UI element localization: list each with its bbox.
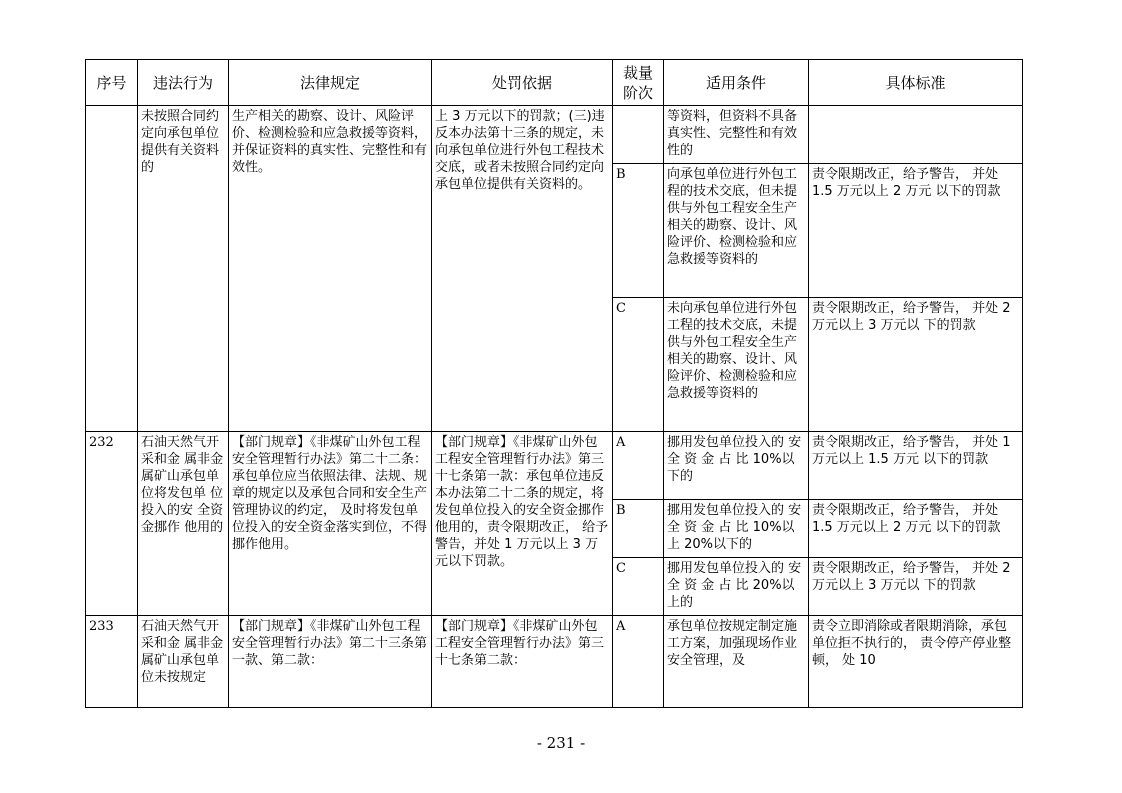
header-no: 序号 [86,60,138,106]
row-level: A [613,616,664,708]
table-row [86,432,1023,500]
row-level: C [613,558,664,616]
row-standard: 责令限期改正，给予警告， 并处 1.5 万元以上 2 万元 以下的罚款 [809,500,1023,558]
row-condition: 承包单位按规定制定施工方案，加强现场作业安全管理，及 [664,616,809,708]
row-condition: 等资料，但资料不具备真实性、完整性和有效性的 [664,106,809,164]
row-level: B [613,164,664,298]
row-condition: 挪用发包单位投入的 安 全 资 金 占 比 10%以上 20%以下的 [664,500,809,558]
row-violation: 未按照合同约定向承包单位提供有关资料的 [138,106,229,432]
page-number: - 231 - [536,734,586,752]
row-law: 生产相关的勘察、设计、风险评价、检测检验和应急救援等资料， 并保证资料的真实性、完整性和有效性。 [229,106,432,432]
row-basis: 【部门规章】《非煤矿山外包工程安全管理暂行办法》第三十七条第一款：承包单位违反本办法第二十二条的规定，将发包单位投入的安全资金挪作他用的，责令限期改正， 给予警告，并处 1 万元以上 3 万元以下罚款。 [432,432,613,616]
table-header-row [86,60,1023,106]
row-condition: 未向承包单位进行外包工程的技术交底，未提供与外包工程安全生产相关的勘察、设计、风险评价、检测检验和应急救援等资料的 [664,298,809,432]
row-violation: 石油天然气开采和金 属非金属矿山承包单 位将发包单 位投入的安 全资金挪作 他用的 [138,432,229,616]
row-standard: 责令限期改正，给予警告， 并处 2 万元以上 3 万元以 下的罚款 [809,298,1023,432]
header-law: 法律规定 [229,60,432,106]
row-basis: 【部门规章】《非煤矿山外包工程安全管理暂行办法》第三十七条第二款： [432,616,613,708]
row-no: 233 [86,616,138,708]
penalty-table [85,59,1023,708]
row-condition: 向承包单位进行外包工程的技术交底，但未提供与外包工程安全生产相关的勘察、设计、风险评价、检测检验和应急救援等资料的 [664,164,809,298]
row-standard [809,106,1023,164]
row-level [613,106,664,164]
row-basis: 上 3 万元以下的罚款；(三)违反本办法第十三条的规定，未向承包单位进行外包工程技术交底，或者未按照合同约定向承包单位提供有关资料的。 [432,106,613,432]
row-standard: 责令限期改正，给予警告， 并处 1.5 万元以上 2 万元 以下的罚款 [809,164,1023,298]
row-law: 【部门规章】《非煤矿山外包工程安全管理暂行办法》第二十二条： 承包单位应当依照法律、法规、规章的规定以及承包合同和安全生产管理协议的约定， 及时将发包单位投入的安全资金落实到位，不得挪作他用。 [229,432,432,616]
row-level: C [613,298,664,432]
header-basis: 处罚依据 [432,60,613,106]
table-row [86,616,1023,708]
row-standard: 责令限期改正，给予警告， 并处 1 万元以上 1.5 万元 以下的罚款 [809,432,1023,500]
row-standard: 责令立即消除或者限期消除，承包单位拒不执行的， 责令停产停业整顿， 处 10 [809,616,1023,708]
table-row [86,106,1023,164]
row-no [86,106,138,432]
row-level: A [613,432,664,500]
header-violation: 违法行为 [138,60,229,106]
row-condition: 挪用发包单位投入的 安 全 资 金 占 比 10%以下的 [664,432,809,500]
row-law: 【部门规章】《非煤矿山外包工程安全管理暂行办法》第二十三条第一款、第二款： [229,616,432,708]
header-condition: 适用条件 [664,60,809,106]
row-no: 232 [86,432,138,616]
header-standard: 具体标准 [809,60,1023,106]
row-level: B [613,500,664,558]
row-standard: 责令限期改正，给予警告， 并处 2 万元以上 3 万元以 下的罚款 [809,558,1023,616]
row-violation: 石油天然气开采和金 属非金属矿山承包单 位未按规定 [138,616,229,708]
row-condition: 挪用发包单位投入的 安 全 资 金 占 比 20%以上的 [664,558,809,616]
header-level: 裁量阶次 [613,60,664,106]
